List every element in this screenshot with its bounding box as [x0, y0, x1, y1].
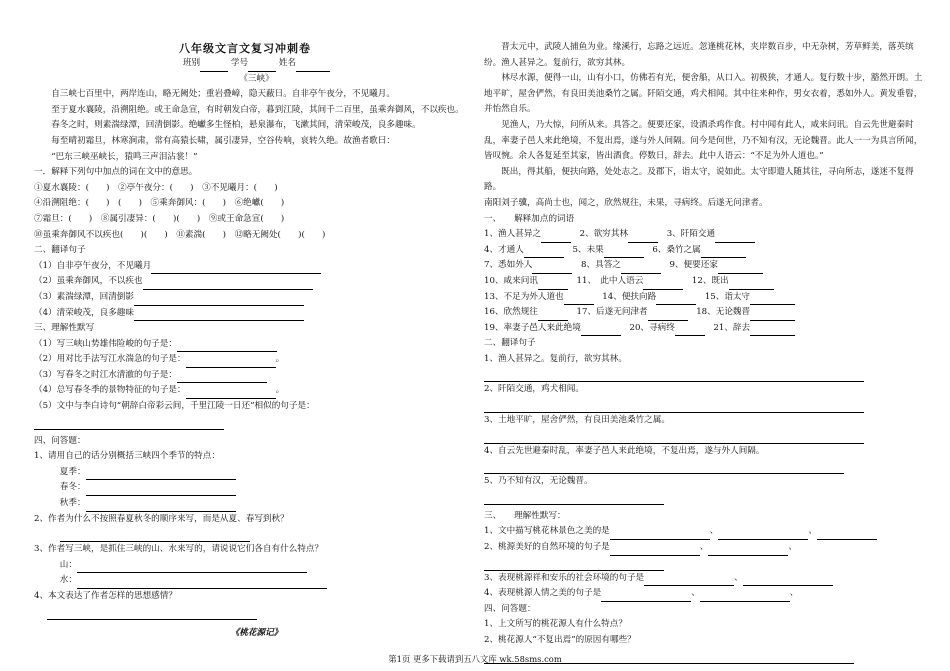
sanxia-paragraph: 每至晴初霜旦，林寒涧肃，常有高猿长啸，属引凄异，空谷传响，哀转久绝。故渔者歌曰： — [51, 135, 395, 146]
sanxia-heading: 《三峡》 — [239, 73, 274, 84]
number-label: 学号 — [230, 58, 249, 68]
translate-item: 3、土地平旷，屋舍俨然，有良田美池桑竹之属。 — [484, 415, 670, 426]
vocab-row: 13、不足为外人道也 14、便扶向路 15、诣太守 — [484, 290, 924, 306]
water-answer: 水： — [34, 573, 479, 589]
right-column — [484, 40, 924, 664]
recite-item: （1）写三峡山势雄伟险峻的句子是： — [34, 337, 479, 353]
answer-line[interactable] — [484, 490, 664, 505]
vocab-row: 16、欣然规往 17、后遂无问津者 18、无论魏晋 — [484, 305, 924, 321]
class-label: 班别 — [182, 58, 201, 68]
recite-item: （3）写春冬之时江水清澈的句子是： — [34, 368, 479, 384]
answer-line[interactable] — [484, 459, 844, 474]
question: 1、请用自己的话分别概括三峡四个季节的特点： — [34, 451, 220, 462]
taohua-paragraph: 南阳刘子骥，高尚士也，闻之，欣然规往，未果，寻病终。后遂无问津者。 — [484, 197, 768, 208]
section-3-heading: 三、理解性默写 — [34, 323, 95, 334]
taohua-heading: 《桃花源记》 — [230, 627, 283, 638]
recite-item: 1、文中描写桃花林景色之美的是 、 、 — [484, 524, 924, 540]
vocab-row: 1、渔人甚异之 2、欲穷其林 3、阡陌交通 — [484, 227, 924, 243]
vocab-row: ④沿溯阻绝：( ) ( ) ⑤乘奔御风：( ) ⑥绝巘( ) — [34, 198, 285, 209]
sanxia-paragraph: 自三峡七百里中，两岸连山，略无阙处；重岩叠嶂，隐天蔽日。自非亭午夜分，不见曦月。 — [51, 89, 395, 100]
vocab-row: 19、率妻子邑人来此绝境 20、寻病终 21、辞去 — [484, 321, 924, 337]
translate-item: 5、乃不知有汉，无论魏晋。 — [484, 476, 593, 487]
section-2-heading: 二、翻译句子 — [484, 338, 536, 349]
translate-item: （4）清荣峻茂，良多趣味 — [34, 306, 479, 322]
sanxia-paragraph: “巴东三峡巫峡长，猿鸣三声泪沾裳！” — [51, 151, 198, 162]
season-spring-winter: 春冬： — [34, 480, 479, 496]
question: 3、作者写三峡，是抓住三峡的山、水来写的，请说说它们各自有什么特点？ — [34, 544, 324, 555]
season-summer: 夏季： — [34, 465, 479, 481]
translate-item: 1、渔人甚异之。复前行，欲穷其林。 — [484, 353, 627, 364]
sanxia-paragraph: 至于夏水襄陵，沿溯阻绝。或王命急宣，有时朝发白帝，暮到江陵，其间千二百里，虽乘奔御风，不以疾也。 — [51, 104, 464, 115]
translate-item: （1）自非亭午夜分，不见曦月 — [34, 259, 479, 275]
mountain-answer: 山： — [34, 558, 479, 574]
answer-line[interactable] — [60, 527, 250, 542]
recite-item: 3、表现桃源祥和安乐的社会环境的句子是 、 — [484, 571, 924, 587]
answer-line[interactable] — [484, 398, 864, 413]
recite-item: （5）文中与李白诗句“朝辞白帝彩云间，千里江陵一日还”相似的句子是： — [34, 401, 315, 412]
translate-item: 2、阡陌交通，鸡犬相闻。 — [484, 384, 584, 395]
translate-item: （3）素湍绿潭，回清倒影 — [34, 290, 479, 306]
season-autumn: 秋季： — [34, 496, 479, 512]
vocab-row: ①夏水襄陵：( ) ②亭午夜分：( ) ③不见曦月：( ) — [34, 182, 278, 193]
section-4-heading: 四、问答题： — [484, 603, 536, 614]
answer-line[interactable] — [484, 556, 664, 571]
answer-line[interactable] — [484, 429, 864, 444]
question: 1、上文所写的桃花源人有什么特点？ — [484, 619, 627, 630]
vocab-row: ⑦霜旦：( ) ⑧属引凄异：( )( ) ⑨或王命急宣( ) — [34, 213, 285, 224]
translate-item: 4、自云先世避秦时乱，率妻子邑人来此绝境，不复出焉，遂与外人间隔。 — [484, 445, 765, 456]
recite-item: （2）用对比手法写江水湍急的句子是： 。 — [34, 352, 479, 368]
taohua-paragraph: 既出，得其船，便扶向路，处处志之。及郡下，诣太守，说如此。太守即遣人随其往，寻向所志，遂迷不复得路。 — [484, 166, 914, 193]
recite-item: （4）总写春冬季的景物特征的句子是： 。 — [34, 383, 479, 399]
sanxia-paragraph: 春冬之时，则素湍绿潭，回清倒影。绝巘多生怪柏，悬泉瀑布，飞漱其间，清荣峻茂，良多趣味。 — [51, 120, 421, 131]
question: 2、桃花源人“不复出焉”的原因有哪些？ — [484, 635, 636, 645]
answer-line[interactable] — [47, 605, 257, 620]
page-title: 八年级文言文复习冲刺卷 — [179, 42, 311, 55]
left-column — [34, 56, 479, 641]
student-info — [34, 56, 479, 72]
taohua-paragraph: 林尽水源，便得一山，山有小口，仿佛若有光，便舍船，从口入。初极狭，才通人。复行数十步，豁然开朗。土地平旷，屋舍俨然，有良田美池桑竹之属。阡陌交通，鸡犬相闻。其中往来种作，男女衣着，悉如外人。黄发垂髫，并怡然自乐。 — [484, 73, 923, 115]
section-3-heading: 三、 理解性默写： — [484, 510, 566, 521]
taohua-paragraph: 见渔人，乃大惊，问所从来。具答之。便要还家，设酒杀鸡作食。村中闻有此人，咸来问讯。自云先世避秦时乱，率妻子邑人来此绝境，不复出焉，遂与外人间隔。问今是何世，乃不知有汉，无论魏晋。此人一一为具言所闻，皆叹惋。余人各复延至其家，皆出酒食。停数日，辞去。此中人语云：“不足为外人道也。” — [484, 119, 923, 162]
section-2-heading: 二、翻译句子 — [34, 245, 86, 256]
question: 4、本文表达了作者怎样的思想感情？ — [34, 591, 177, 601]
section-4-heading: 四、问答题： — [34, 435, 86, 446]
vocab-row: 7、悉如外人 8、具答之 9、便要还家 — [484, 258, 924, 274]
vocab-row: 4、才通人 5、未果 6、桑竹之属 — [484, 243, 924, 259]
section-1-heading: 一、 解释加点的词语 — [484, 213, 575, 224]
section-1-heading: 一．解释下列句中加点的词在文中的意思。 — [34, 167, 198, 178]
vocab-row: 10、咸来问讯 11、 此中人语云 12、既出 — [484, 274, 924, 290]
page-footer: 第1页 更多下载请到五八文库 wk.58sms.com — [388, 654, 562, 664]
answer-line[interactable] — [34, 415, 224, 430]
answer-line[interactable] — [484, 367, 864, 382]
vocab-row: ⑩虽乘奔御风不以疾也( )( ) ⑪素湍( ) ⑫略无阙处( )( ) — [34, 229, 326, 240]
translate-item: （2）虽乘奔御风，不以疾也 — [34, 274, 479, 290]
question: 2、作者为什么不按照春夏秋冬的顺序来写，而是从夏、春写到秋？ — [34, 513, 289, 524]
recite-item: 4、表现桃源人情之美的句子是 、 、 — [484, 586, 924, 602]
recite-item: 2、桃源美好的自然环境的句子是 、 、 — [484, 540, 924, 556]
name-label: 姓名 — [278, 58, 297, 68]
taohua-paragraph: 晋太元中，武陵人捕鱼为业。缘溪行，忘路之远近。忽逢桃花林，夹岸数百步，中无杂树，芳草鲜美，落英缤纷。渔人甚异之。复前行，欲穷其林。 — [484, 42, 914, 68]
